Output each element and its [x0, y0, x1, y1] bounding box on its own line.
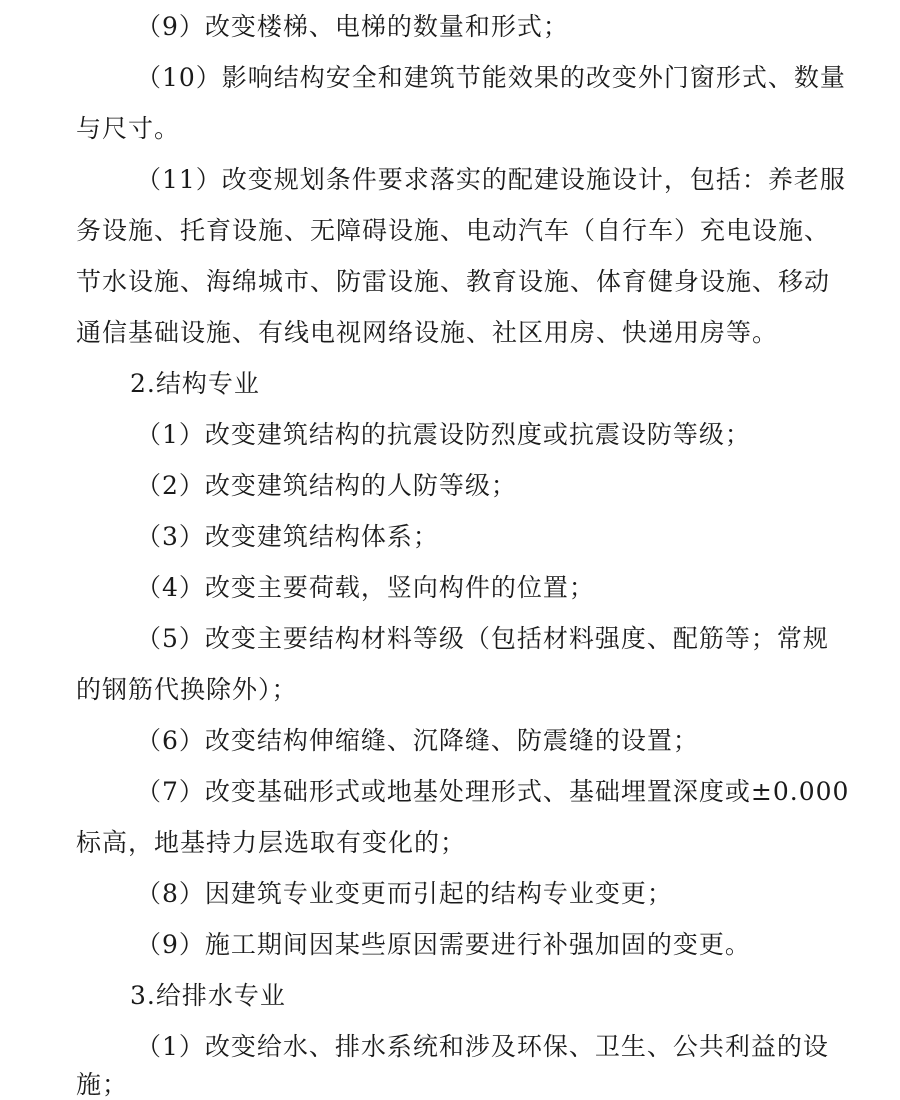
item-struct-3: （3）改变建筑结构体系； [136, 522, 439, 551]
item-arch-11: （11）改变规划条件要求落实的配建设施设计，包括：养老服 [136, 165, 846, 194]
item-struct-5: （5）改变主要结构材料等级（包括材料强度、配筋等；常规 [136, 624, 829, 653]
item-struct-1: （1）改变建筑结构的抗震设防烈度或抗震设防等级； [136, 420, 751, 449]
item-struct-7: （7）改变基础形式或地基处理形式、基础埋置深度或±0.000 [136, 777, 850, 806]
item-struct-4: （4）改变主要荷载，竖向构件的位置； [136, 573, 595, 602]
item-plumb-1-continued: 施； [76, 1070, 129, 1099]
item-arch-11-continued-2: 节水设施、海绵城市、防雷设施、教育设施、体育健身设施、移动 [76, 267, 831, 296]
item-arch-9: （9）改变楼梯、电梯的数量和形式； [136, 12, 569, 41]
item-arch-11-continued-3: 通信基础设施、有线电视网络设施、社区用房、快递用房等。 [76, 318, 779, 347]
item-struct-8: （8）因建筑专业变更而引起的结构专业变更； [136, 879, 673, 908]
section-heading-plumbing: 3.给排水专业 [130, 981, 286, 1010]
item-struct-6: （6）改变结构伸缩缝、沉降缝、防震缝的设置； [136, 726, 699, 755]
item-struct-7-continued: 标高，地基持力层选取有变化的； [76, 828, 467, 857]
item-arch-11-continued-1: 务设施、托育设施、无障碍设施、电动汽车（自行车）充电设施、 [76, 216, 831, 245]
item-struct-9: （9）施工期间因某些原因需要进行补强加固的变更。 [136, 930, 751, 959]
item-arch-10: （10）影响结构安全和建筑节能效果的改变外门窗形式、数量 [136, 63, 846, 92]
item-plumb-1: （1）改变给水、排水系统和涉及环保、卫生、公共利益的设 [136, 1032, 829, 1061]
item-struct-5-continued: 的钢筋代换除外）； [76, 675, 298, 704]
item-struct-2: （2）改变建筑结构的人防等级； [136, 471, 517, 500]
item-arch-10-continued: 与尺寸。 [76, 114, 181, 143]
section-heading-structure: 2.结构专业 [130, 369, 260, 398]
